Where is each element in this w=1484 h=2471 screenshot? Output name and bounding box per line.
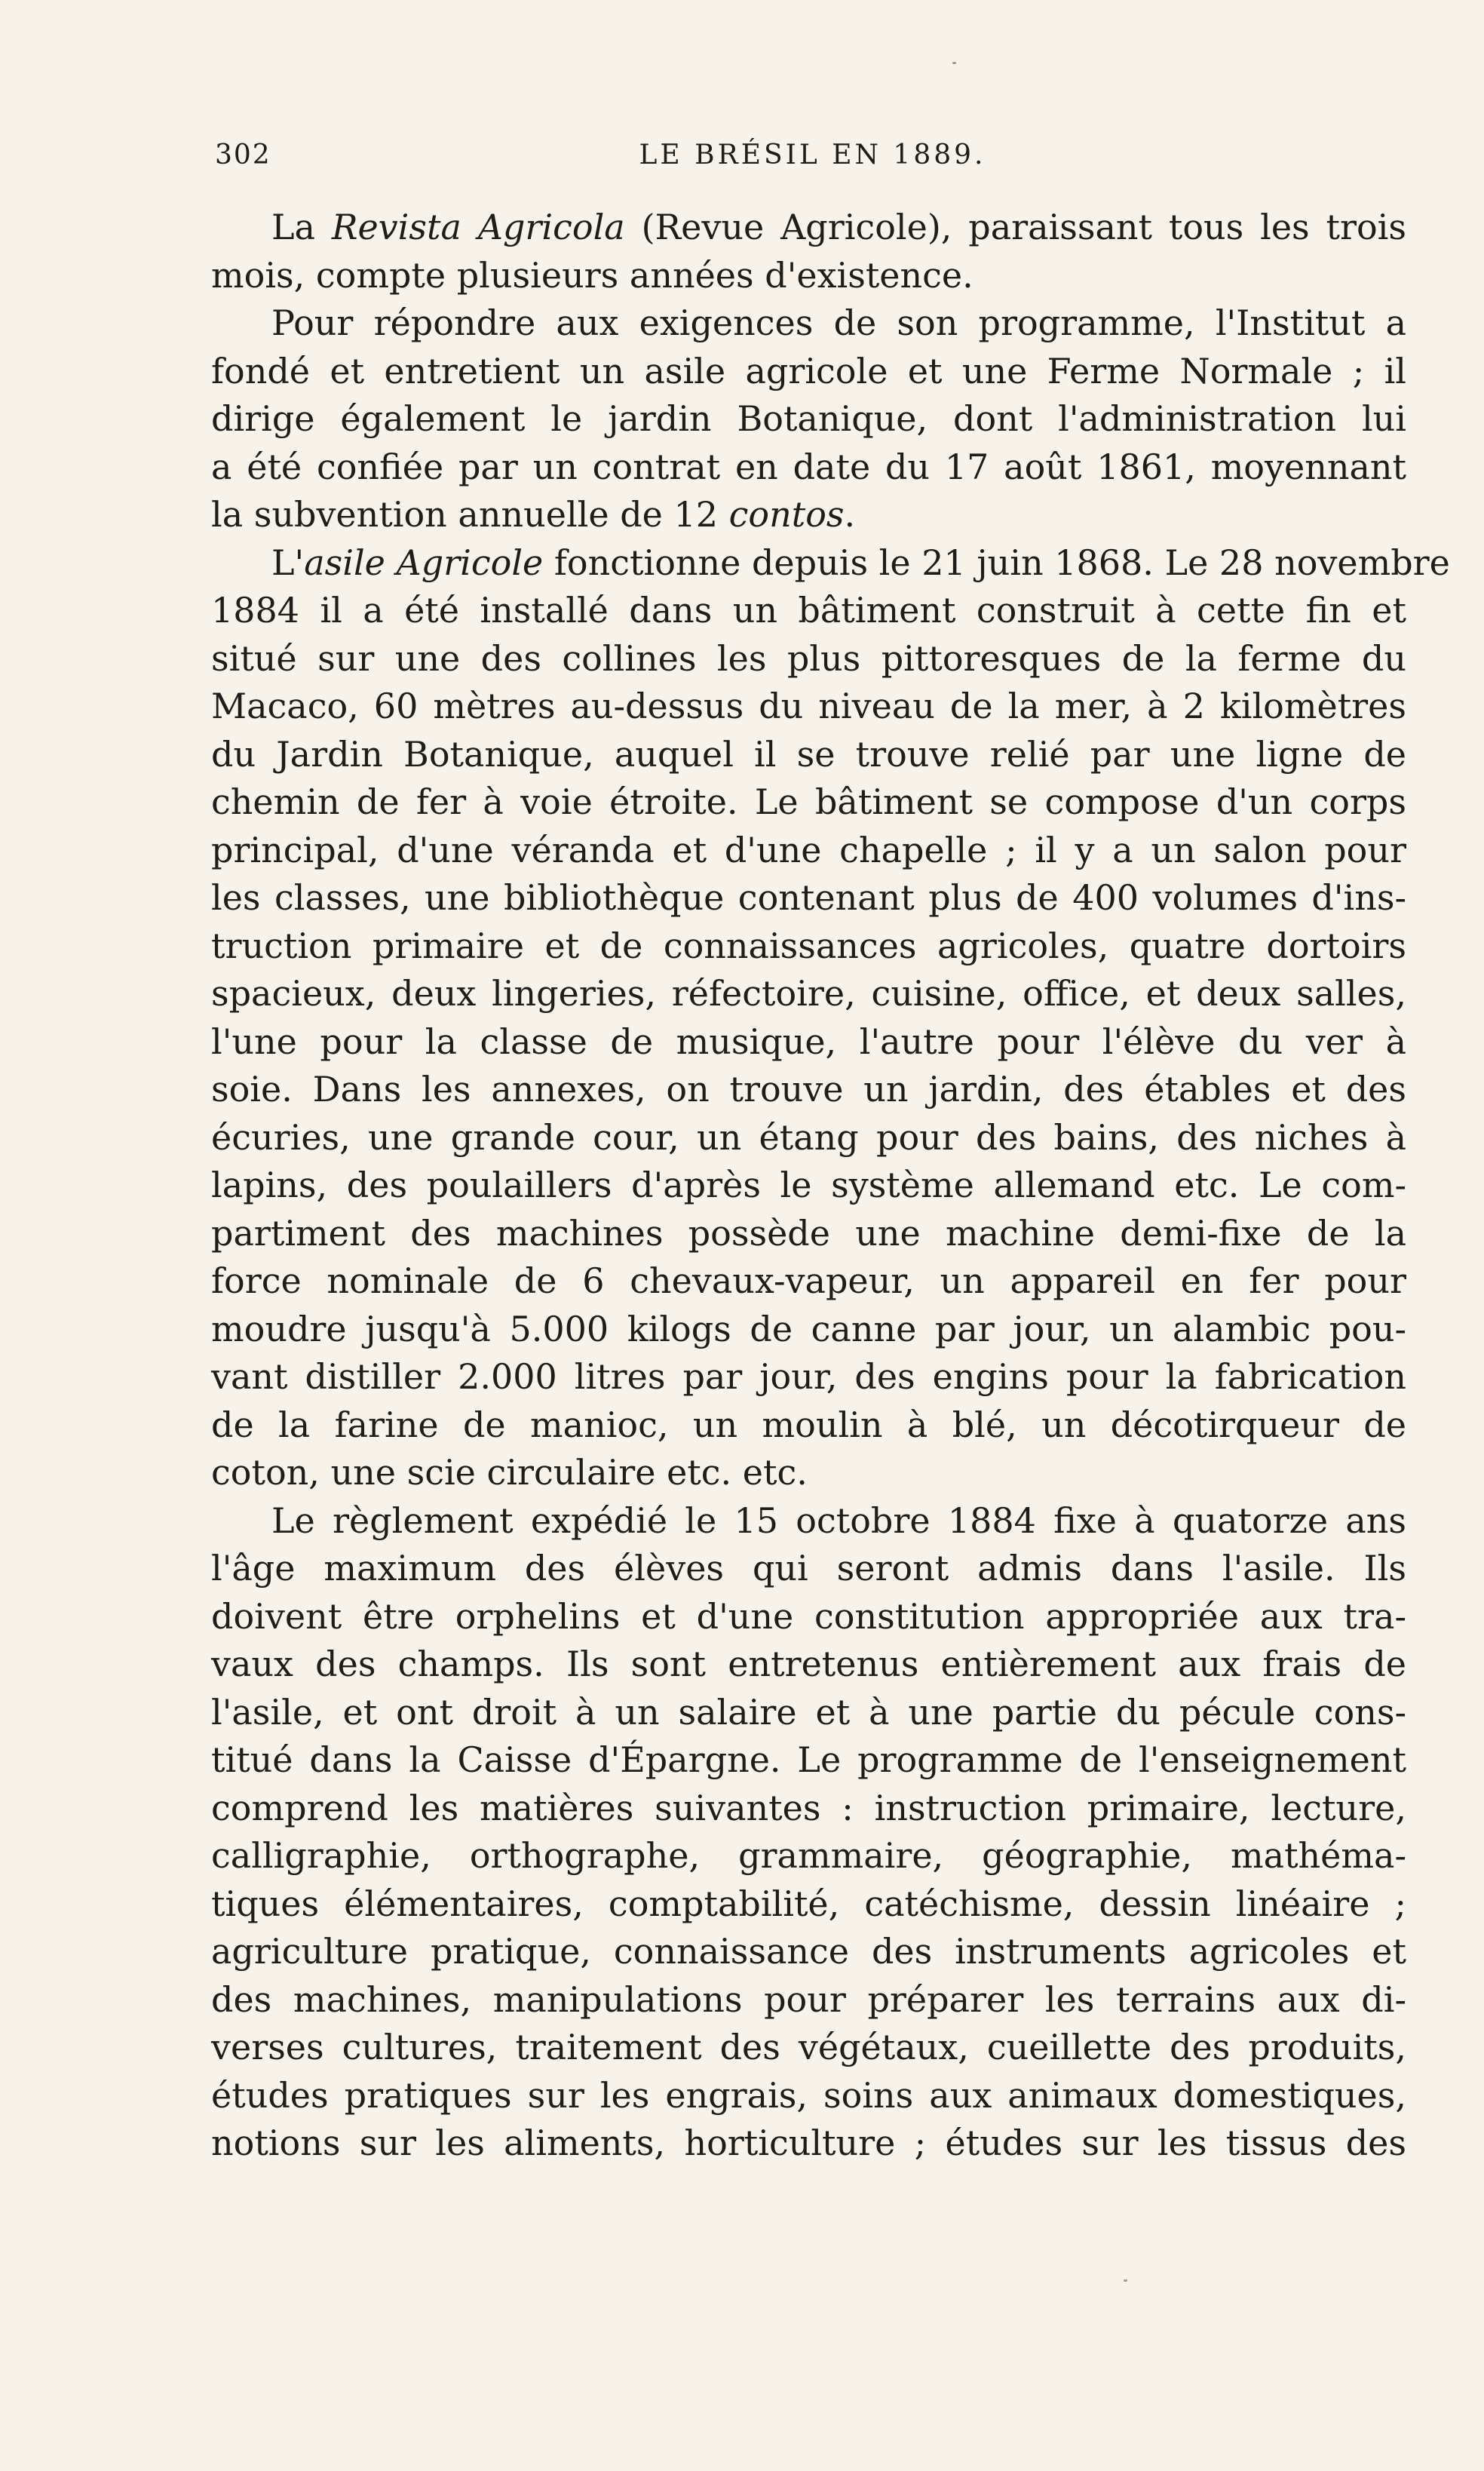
text-run: (Revue Agricole), paraissant tous les trois [624,207,1406,247]
text-line: Le règlement expédié le 15 octobre 1884 fixe à quatorze ans [271,1499,1406,1541]
italic-term: contos [728,494,845,535]
text-line: dirige également le jardin Botanique, dont l'administration lui [211,398,1406,439]
text-line: Pour répondre aux exigences de son programme, l'Institut a [271,302,1406,343]
text-run: L' [271,542,305,583]
text-block [211,204,1450,2168]
text-line: mois, compte plusieurs années d'existence. [211,254,973,296]
text-line: Macaco, 60 mètres au-dessus du niveau de la mer, à 2 kilomètres [211,686,1406,726]
paragraph-asile [211,539,1450,1497]
paragraph-revista [211,204,1406,299]
text-line: soie. Dans les annexes, on trouve un jardin, des étables et des [211,1069,1406,1110]
paragraph-institut [211,299,1406,539]
text-line: vant distiller 2.000 litres par jour, des engins pour la fabrication [211,1356,1406,1397]
text-run: la subvention annuelle de 12 [211,494,729,535]
italic-term: asile Agricole [304,542,544,583]
running-head [215,140,1410,177]
text-line: coton, une scie circulaire etc. etc. [211,1452,808,1493]
italic-title: Revista Agricola [331,207,625,247]
text-line: partiment des machines possède une machine demi-fixe de la [211,1212,1406,1254]
text-line: des machines, manipulations pour préparer les terrains aux di- [211,1978,1406,2020]
text-line: titué dans la Caisse d'Épargne. Le programme de l'enseignement [211,1739,1406,1780]
text-line: l'âge maximum des élèves qui seront admis dans l'asile. Ils [211,1548,1406,1588]
text-line: chemin de fer à voie étroite. Le bâtiment se compose d'un corps [211,781,1406,822]
text-line: du Jardin Botanique, auquel il se trouve relié par une ligne de [211,733,1406,775]
text-run: . [844,494,856,535]
text-line: 1884 il a été installé dans un bâtiment construit à cette fin et [211,590,1406,631]
text-line: fondé et entretient un asile agricole et une Ferme Normale ; il [211,350,1406,391]
text-line: doivent être orphelins et d'une constitution appropriée aux tra- [211,1595,1406,1637]
text-line: notions sur les aliments, horticulture ; études sur les tissus des [211,2123,1406,2163]
text-line: verses cultures, traitement des végétaux, cueillette des produits, [211,2027,1406,2067]
text-line: études pratiques sur les engrais, soins aux animaux domestiques, [211,2074,1406,2116]
text-line [211,204,1406,252]
text-line: truction primaire et de connaissances agricoles, quatre dortoirs [211,925,1406,966]
text-line [211,491,1406,539]
text-line: situé sur une des collines les plus pittoresques de la ferme du [211,637,1406,679]
text-line: l'asile, et ont droit à un salaire et à une partie du pécule cons- [211,1691,1406,1733]
text-line: l'une pour la classe de musique, l'autre pour l'élève du ver à [211,1021,1406,1062]
page-number: 302 [215,140,271,170]
text-line: lapins, des poulaillers d'après le système allemand etc. Le com- [211,1165,1406,1205]
running-title: LE BRÉSIL EN 1889. [639,140,986,170]
text-line: moudre jusqu'à 5.000 kilogs de canne par jour, un alambic pou- [211,1308,1406,1349]
text-line: calligraphie, orthographe, grammaire, géographie, mathéma- [211,1835,1406,1876]
text-line: de la farine de manioc, un moulin à blé, un décotirqueur de [211,1404,1406,1445]
text-line [211,539,1450,588]
text-run: fonctionne depuis le 21 juin 1868. Le 28 novembre [543,542,1450,583]
text-line: comprend les matières suivantes : instruction primaire, lecture, [211,1787,1406,1828]
text-line: force nominale de 6 chevaux-vapeur, un appareil en fer pour [211,1260,1406,1301]
text-line: agriculture pratique, connaissance des instruments agricoles et [211,1931,1406,1972]
text-line: écuries, une grande cour, un étang pour des bains, des niches à [211,1116,1406,1158]
text-line: les classes, une bibliothèque contenant plus de 400 volumes d'ins- [211,877,1406,918]
ink-speck [1124,2279,1127,2282]
ink-speck [952,62,956,64]
paragraph-reglement [211,1497,1406,2168]
text-line: vaux des champs. Ils sont entretenus entièrement aux frais de [211,1644,1406,1684]
text-line: a été confiée par un contrat en date du 17 août 1861, moyennant [211,446,1406,487]
text-line: spacieux, deux lingeries, réfectoire, cuisine, office, et deux salles, [211,973,1406,1014]
text-run: La [271,207,332,247]
text-line: principal, d'une véranda et d'une chapelle ; il y a un salon pour [211,829,1406,870]
text-line: tiques élémentaires, comptabilité, catéchisme, dessin linéaire ; [211,1883,1406,1924]
